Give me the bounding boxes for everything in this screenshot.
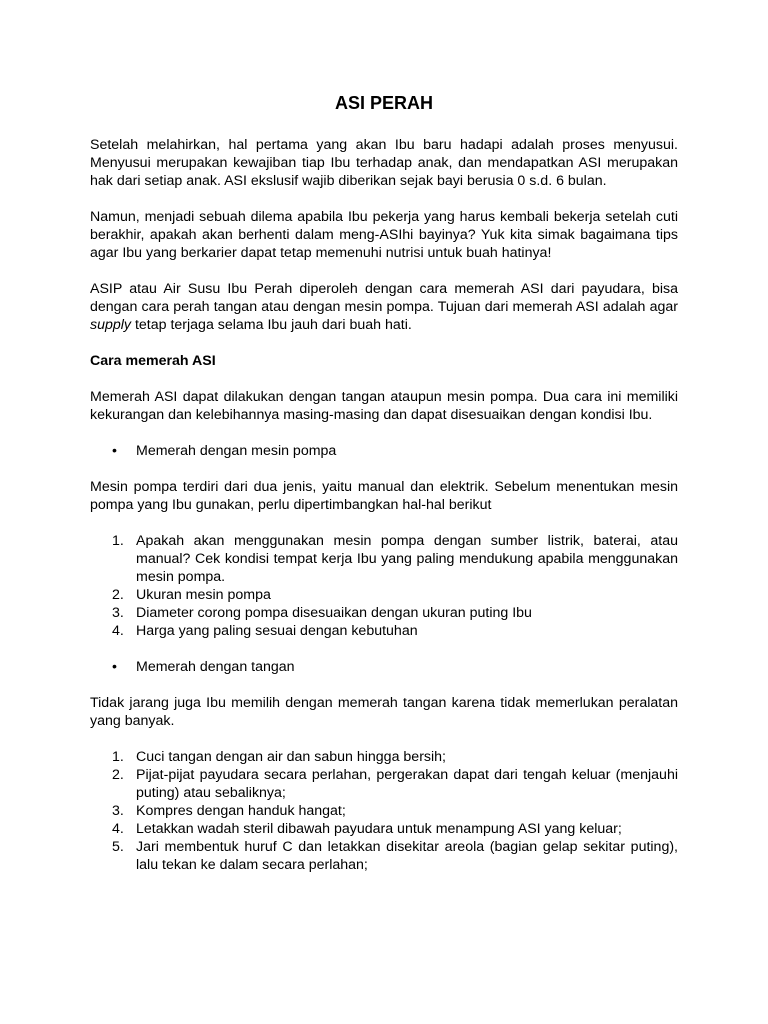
- list-number: 4.: [112, 623, 124, 639]
- list-item-text: Letakkan wadah steril dibawah payudara untuk menampung ASI yang keluar;: [136, 821, 622, 837]
- list-number: 2.: [112, 767, 124, 783]
- list-item: [90, 622, 678, 640]
- list-item: [90, 766, 678, 802]
- list-item: [90, 748, 678, 766]
- intro-paragraph-2: Namun, menjadi sebuah dilema apabila Ibu pekerja yang harus kembali bekerja setelah cuti berakhir, apakah akan berhenti dalam meng-ASIhi bayinya? Yuk kita simak bagaimana tips agar Ibu yang berkarier dapat tetap memenuhi nutrisi untuk buah hatinya!: [90, 209, 678, 261]
- list-item-text: Pijat-pijat payudara secara perlahan, pergerakan dapat dari tengah keluar (menjauhi puting) atau sebaliknya;: [136, 767, 678, 801]
- intro-paragraph-3: [90, 280, 678, 334]
- hand-intro: Tidak jarang juga Ibu memilih dengan memerah tangan karena tidak memerlukan peralatan yang banyak.: [90, 695, 678, 729]
- intro-paragraph-1: Setelah melahirkan, hal pertama yang akan Ibu baru hadapi adalah proses menyusui. Menyusui merupakan kewajiban tiap Ibu terhadap anak, dan mendapatkan ASI merupakan hak dari setiap anak. ASI ekslusif wajib diberikan sejak bayi berusia 0 s.d. 6 bulan.: [90, 137, 678, 189]
- section-heading: Cara memerah ASI: [90, 353, 216, 369]
- supply-italic-word: supply: [90, 317, 132, 333]
- bullet-icon: •: [112, 659, 117, 675]
- list-item-text: Cuci tangan dengan air dan sabun hingga bersih;: [136, 749, 446, 765]
- pump-intro: Mesin pompa terdiri dari dua jenis, yaitu manual dan elektrik. Sebelum menentukan mesin pompa yang Ibu gunakan, perlu dipertimbangkan hal-hal berikut: [90, 479, 678, 513]
- list-item-text: Jari membentuk huruf C dan letakkan disekitar areola (bagian gelap sekitar puting), lalu tekan ke dalam secara perlahan;: [136, 839, 678, 873]
- pump-bullet-list: [90, 442, 678, 460]
- page-title: ASI PERAH: [334, 93, 433, 113]
- hand-bullet-item: [90, 658, 678, 676]
- list-item-text: Harga yang paling sesuai dengan kebutuhan: [136, 623, 418, 639]
- hand-bullet-list: [90, 658, 678, 676]
- list-number: 5.: [112, 839, 124, 855]
- list-number: 4.: [112, 821, 124, 837]
- list-number: 3.: [112, 605, 124, 621]
- list-number: 1.: [112, 749, 124, 765]
- pump-bullet-item: [90, 442, 678, 460]
- pump-numbered-list: [90, 532, 678, 640]
- list-number: 2.: [112, 587, 124, 603]
- list-item: [90, 604, 678, 622]
- list-item: [90, 838, 678, 874]
- list-item: [90, 586, 678, 604]
- section-intro: Memerah ASI dapat dilakukan dengan tangan ataupun mesin pompa. Dua cara ini memiliki kekurangan dan kelebihannya masing-masing dan dapat disesuaikan dengan kondisi Ibu.: [90, 389, 678, 423]
- list-item-text: Ukuran mesin pompa: [136, 587, 271, 603]
- list-item: [90, 820, 678, 838]
- list-number: 3.: [112, 803, 124, 819]
- list-item-text: Diameter corong pompa disesuaikan dengan ukuran puting Ibu: [136, 605, 532, 621]
- pump-bullet-text: Memerah dengan mesin pompa: [136, 443, 337, 459]
- hand-bullet-text: Memerah dengan tangan: [136, 659, 295, 675]
- list-item: [90, 532, 678, 586]
- list-number: 1.: [112, 533, 124, 549]
- bullet-icon: •: [112, 443, 117, 459]
- hand-numbered-list: [90, 748, 678, 874]
- list-item-text: Kompres dengan handuk hangat;: [136, 803, 346, 819]
- list-item: [90, 802, 678, 820]
- list-item-text: Apakah akan menggunakan mesin pompa dengan sumber listrik, baterai, atau manual? Cek kondisi tempat kerja Ibu yang paling mendukung apabila menggunakan mesin pompa.: [136, 533, 678, 585]
- intro-paragraph-3-start: ASIP atau Air Susu Ibu Perah diperoleh dengan cara memerah ASI dari payudara, bisa dengan cara perah tangan atau dengan mesin pompa. Tujuan dari memerah ASI adalah agar: [90, 281, 678, 315]
- intro-paragraph-3-end: tetap terjaga selama Ibu jauh dari buah hati.: [131, 317, 412, 333]
